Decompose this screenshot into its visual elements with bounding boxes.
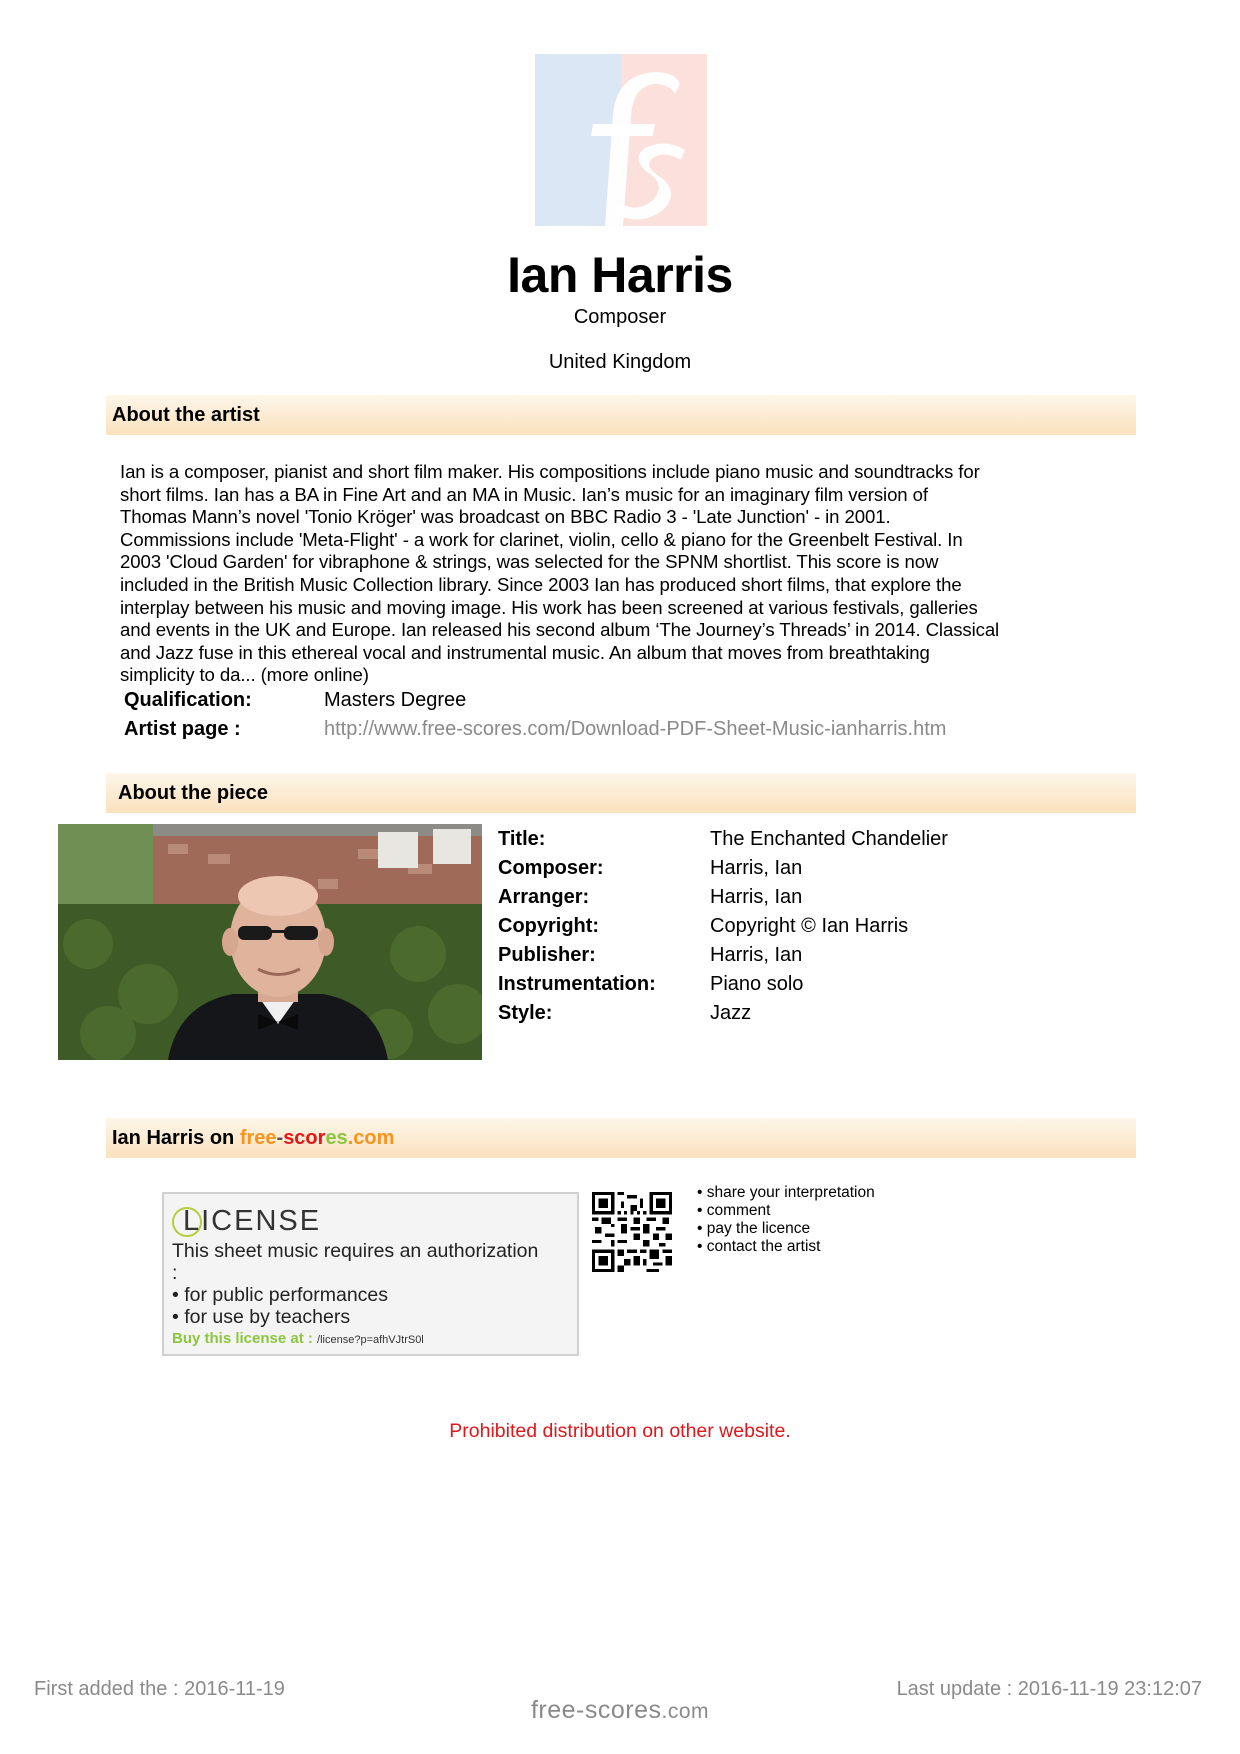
bio-line: Thomas Mann’s novel 'Tonio Kröger' was broadcast on BBC Radio 3 - 'Late Junction' - in 2001. [120, 506, 891, 528]
license-code: /license?p=afhVJtrS0l [317, 1334, 424, 1346]
artist-photo [58, 824, 482, 1060]
bio-line: 2003 'Cloud Garden' for vibraphone & strings, was selected for the SPNM shortlist. This score is now [120, 551, 939, 573]
piece-value-title: The Enchanted Chandelier [710, 828, 948, 850]
last-update-date: Last update : 2016-11-19 23:12:07 [896, 1678, 1202, 1700]
on-site-prefix: Ian Harris on [112, 1127, 240, 1149]
license-line: : [172, 1262, 178, 1284]
license-bullet: • for public performances [172, 1284, 389, 1306]
artist-country: United Kingdom [548, 351, 692, 373]
license-line: This sheet music requires an authorization [172, 1240, 539, 1262]
bio-line: Commissions include 'Meta-Flight' - a work for clarinet, violin, cello & piano for the Greenbelt Festival. In [120, 528, 963, 550]
footer-logo: free-scores.com [530, 1696, 710, 1724]
piece-value-style: Jazz [710, 1002, 752, 1024]
piece-label-style: Style: [498, 1002, 553, 1024]
site-logo-part: scor [283, 1127, 326, 1149]
on-site-heading [106, 1118, 1136, 1158]
piece-label-title: Title: [498, 828, 546, 850]
qr-code-icon[interactable] [592, 1192, 672, 1272]
piece-value-instrumentation: Piano solo [710, 973, 804, 995]
license-bullet: • for use by teachers [172, 1306, 351, 1328]
site-logo-part: es [325, 1127, 348, 1149]
bio-line: interplay between his music and moving image. His work has been screened at various festivals, galleries [120, 596, 978, 618]
artist-role: Composer [573, 306, 667, 328]
site-link[interactable] [240, 1127, 395, 1149]
piece-label-copyright: Copyright: [498, 915, 600, 937]
bio-line: and events in the UK and Europe. Ian released his second album ‘The Journey’s Threads’ in 2014. Classical [120, 619, 1000, 641]
site-logo-part: .com [347, 1127, 395, 1149]
about-piece-heading: About the piece [106, 773, 1136, 813]
action-comment[interactable]: • comment [697, 1202, 771, 1219]
qualification-label: Qualification: [124, 689, 252, 711]
artist-name: Ian Harris [507, 247, 733, 303]
qualification-value: Masters Degree [324, 689, 467, 711]
action-pay-licence[interactable]: • pay the licence [697, 1220, 811, 1237]
site-logo-part: - [276, 1127, 284, 1149]
piece-label-arranger: Arranger: [498, 886, 590, 908]
bio-line: included in the British Music Collection library. Since 2003 Ian has produced short films, that explore the [120, 573, 962, 595]
piece-label-composer: Composer: [498, 857, 604, 879]
first-added-date: First added the : 2016-11-19 [34, 1678, 285, 1700]
piece-label-publisher: Publisher: [498, 944, 596, 966]
buy-license-link[interactable]: Buy this license at : /license?p=afhVJtrS0l [172, 1330, 424, 1347]
action-share[interactable]: • share your interpretation [697, 1184, 875, 1201]
piece-value-composer: Harris, Ian [710, 857, 803, 879]
piece-value-arranger: Harris, Ian [710, 886, 803, 908]
artist-page-label: Artist page : [124, 718, 241, 740]
bio-line: short films. Ian has a BA in Fine Art and an MA in Music. Ian’s music for an imaginary film version of [120, 483, 928, 505]
action-contact-artist[interactable]: • contact the artist [697, 1238, 821, 1255]
artist-bio [120, 461, 1130, 687]
bio-line: Ian is a composer, pianist and short film maker. His compositions include piano music and soundtracks for [120, 461, 980, 482]
bio-line: simplicity to da... (more online) [120, 664, 369, 686]
piece-label-instrumentation: Instrumentation: [498, 973, 656, 995]
license-box [162, 1192, 579, 1356]
site-logo-part: free [239, 1127, 277, 1149]
bio-line: and Jazz fuse in this ethereal vocal and instrumental music. An album that moves from breathtaking [120, 641, 930, 663]
piece-value-publisher: Harris, Ian [710, 944, 803, 966]
action-list [697, 1184, 875, 1256]
license-title: LICENSE [172, 1202, 569, 1240]
free-scores-logo [535, 54, 707, 226]
piece-value-copyright: Copyright © Ian Harris [710, 915, 909, 937]
about-artist-heading: About the artist [106, 395, 1136, 435]
artist-page-link[interactable]: http://www.free-scores.com/Download-PDF-Sheet-Music-ianharris.htm [324, 718, 947, 740]
prohibited-notice: Prohibited distribution on other website. [449, 1420, 791, 1442]
